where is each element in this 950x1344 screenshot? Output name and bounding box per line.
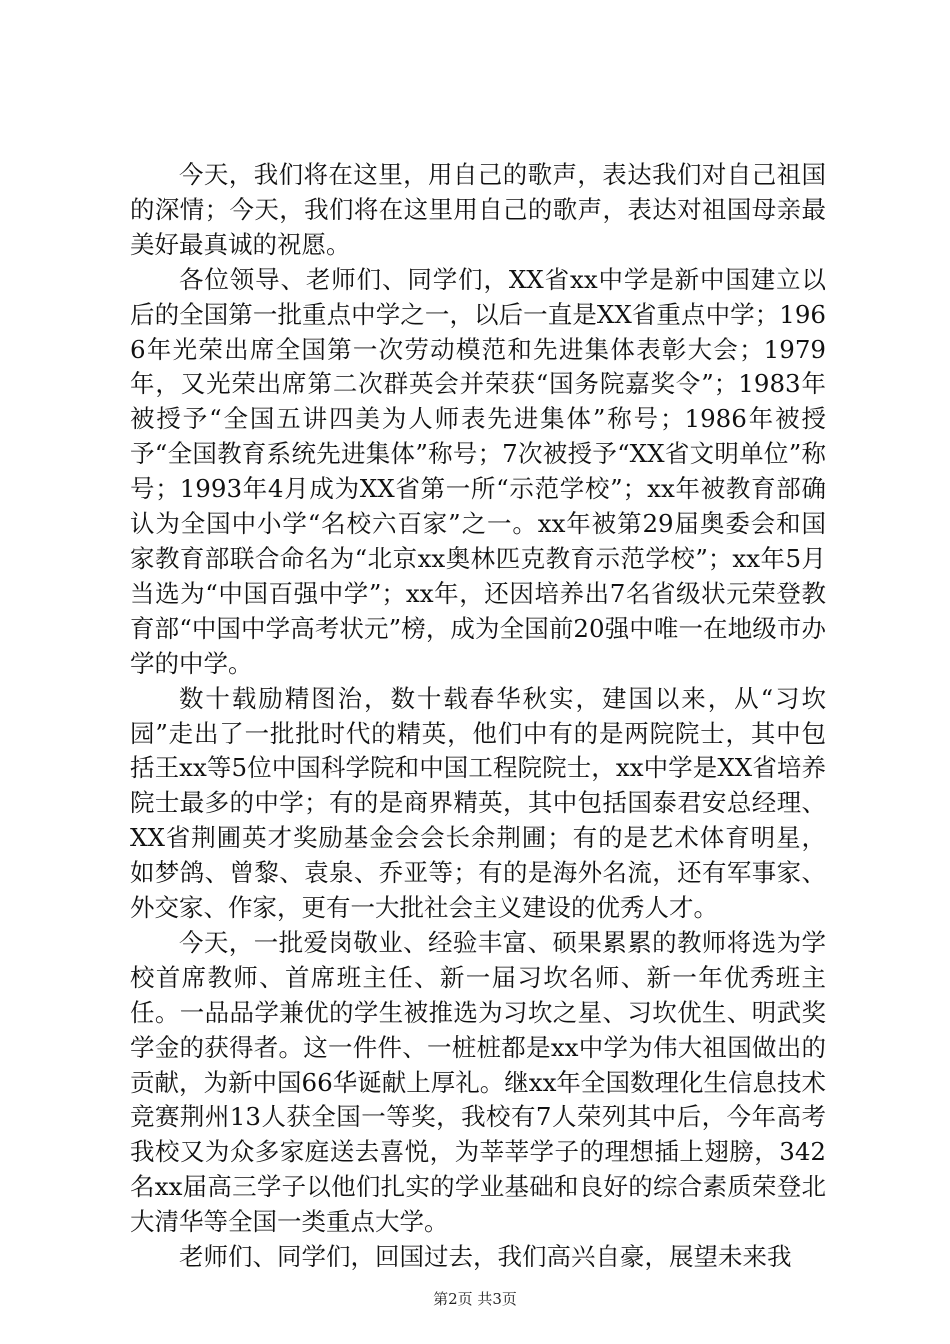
page-footer: 第2页 共3页 <box>433 1290 517 1308</box>
paragraph: 各位领导、老师们、同学们，XX省xx中学是新中国建立以后的全国第一批重点中学之一，以后一直是XX省重点中学；1966年光荣出席全国第一次劳动模范和先进集体表彰大会；1979年，又光荣出席第二次群英会并荣获“国务院嘉奖令”；1983年被授予“全国五讲四美为人师表先进集体”称号；1986年被授予“全国教育系统先进集体”称号；7次被授予“XX省文明单位”称号；1993年4月成为XX省第一所“示范学校”；xx年被教育部确认为全国中小学“名校六百家”之一。xx年被第29届奥委会和国家教育部联合命名为“北京xx奥林匹克教育示范学校”；xx年5月当选为“中国百强中学”；xx年，还因培养出7名省级状元荣登教育部“中国中学高考状元”榜，成为全国前20强中唯一在地级市办学的中学。 <box>130 264 826 678</box>
paragraph: 今天，我们将在这里，用自己的歌声，表达我们对自己祖国的深情；今天，我们将在这里用自己的歌声，表达对祖国母亲最美好最真诚的祝愿。 <box>130 160 826 259</box>
paragraph: 数十载励精图治，数十载春华秋实，建国以来，从“习坎园”走出了一批批时代的精英，他们中有的是两院院士，其中包括王xx等5位中国科学院和中国工程院院士，xx中学是XX省培养院士最多的中学；有的是商界精英，其中包括国泰君安总经理、XX省荆圃英才奖励基金会会长余荆圃；有的是艺术体育明星，如梦鸽、曾黎、袁泉、乔亚等；有的是海外名流，还有军事家、外交家、作家，更有一大批社会主义建设的优秀人才。 <box>130 683 826 923</box>
paragraph: 老师们、同学们，回国过去，我们高兴自豪，展望未来我 <box>179 1242 792 1272</box>
document-body <box>130 158 826 1275</box>
paragraph: 今天，一批爱岗敬业、经验丰富、硕果累累的教师将选为学校首席教师、首席班主任、新一届习坎名师、新一年优秀班主任。一品品学兼优的学生被推选为习坎之星、习坎优生、明武奖学金的获得者。这一件件、一桩桩都是xx中学为伟大祖国做出的贡献，为新中国66华诞献上厚礼。继xx年全国数理化生信息技术竞赛荆州13人获全国一等奖，我校有7人荣列其中后，今年高考我校又为众多家庭送去喜悦，为莘莘学子的理想插上翅膀，342名xx届高三学子以他们扎实的学业基础和良好的综合素质荣登北大清华等全国一类重点大学。 <box>130 927 826 1237</box>
